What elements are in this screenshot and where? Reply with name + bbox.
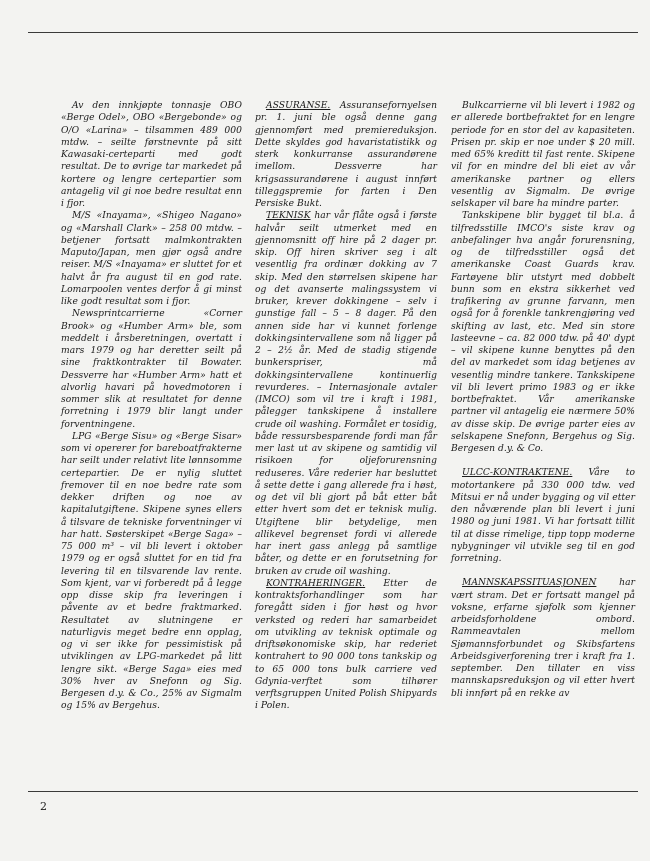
top-rule bbox=[28, 32, 638, 33]
column-2 bbox=[255, 100, 437, 713]
paragraph: M/S «Inayama», «Shigeo Nagano» og «Marshall Clark» – 258 00 mtdw. – betjener fortsatt malmkontrakten Maputo/Japan, men gjør også andre reiser. M/S «Inayama» er sluttet for et halvt år fra august til en god rate. Lomarpoolen ventes derfor å gi minst like godt resultat som i fjor. bbox=[61, 211, 242, 307]
section-text: har vært stram. Det er fortsatt mangel på voksne, erfarne sjøfolk som kjenner arbeidsforholdene ombord. Rammeavtalen mellom Sjømannsforbundet og Skibsfartens Arbeidsgiverforening trer i kraft fra 1. september. Den tillater en viss mannskapsreduksjon og vil etter hvert bli innført på en rekke av bbox=[451, 578, 635, 699]
section-text: Assuransefornyelsen pr. 1. juni ble også denne gang gjennomført med premiereduksjon. Dette skyldes god havaristatistikk og sterk konkurranse assurandørene imellom. Dessverre har krigsassurandørene i august innført tilleggspremie for farten i Den Persiske Bukt. bbox=[255, 101, 437, 209]
section-text: har vår flåte også i første halvår seilt utmerket med en gjennomsnitt off hire på 2 dager pr. skip. Off hiren skriver seg i alt vesentlig fra ordinær dokking av 7 skip. Med den størrelsen skipene har og det avanserte malingssystem vi bruker, krever dokkingene – selv i gunstige fall – 5 – 8 dager. På den annen side har vi kunnet forlenge dokkingsintervallene som nå ligger på 2 – 2½ år. Med de stadig stigende bunkerspriser, må dokkingsintervallene kontinuerlig revurderes. – Internasjonale avtaler (IMCO) som vil tre i kraft i 1981, pålegger tankskipene å installere crude oil washing. Formålet er tosidig, både ressursbesparende fordi man får mer last ut av skipene og samtidig vil risikoen for oljeforurensning reduseres. Våre rederier har besluttet å sette dette i gang allerede fra i høst, og det vil bli gjort på båt etter båt etter hvert som det er teknisk mulig. Utgiftene blir betydelige, men allikevel begrenset fordi vi allerede har inert gass anlegg på samtlige båter, og dette er en forutsetning for bruken av crude oil washing. bbox=[255, 211, 437, 577]
section-heading: ASSURANSE. bbox=[266, 101, 331, 111]
section-paragraph bbox=[451, 467, 635, 565]
column-3 bbox=[451, 100, 635, 700]
section-heading: ULCC-KONTRAKTENE. bbox=[462, 468, 573, 479]
section-paragraph bbox=[255, 100, 437, 210]
page-number: 2 bbox=[40, 800, 47, 813]
spacer bbox=[451, 565, 635, 577]
section-paragraph bbox=[255, 578, 437, 713]
section-paragraph bbox=[451, 577, 635, 700]
section-paragraph bbox=[255, 210, 437, 578]
paragraph: Av den innkjøpte tonnasje OBO «Berge Odel», OBO «Bergebonde» og O/O «Larina» – tilsammen 489 000 mtdw. – seilte førstnevnte på sitt Kawasaki-certeparti med godt resultat. De to øvrige tar markedet på kortere og lengre certepartier som antagelig vil gi noe bedre resultat enn i fjor. bbox=[61, 101, 242, 209]
column-1 bbox=[61, 100, 242, 713]
paragraph: Newsprintcarrierne «Corner Brook» og «Humber Arm» ble, som meddelt i årsberetningen, overtatt i mars 1979 og har deretter seilt på sine fraktkontrakter til Bowater. Dessverre har «Humber Arm» hatt et alvorlig havari på hovedmotoren i sommer slik at resultatet for denne forretning i 1979 blir langt under forventningene. bbox=[61, 309, 242, 430]
spacer bbox=[451, 455, 635, 467]
paragraph: Tankskipene blir bygget til bl.a. å tilfredsstille IMCO's siste krav og anbefalinger hva angår forurensning, og de tilfredsstiller også det amerikanske Coast Guards krav. Fartøyene blir utstyrt med dobbelt bunn som en ekstra sikkerhet ved trafikering av grunne farvann, men også for å forenkle tankrengjøring ved skifting av last, etc. Med sin store lasteevne – ca. 82 000 tdw. på 40' dypt – vil skipene kunne benyttes på den del av markedet som idag betjenes av vesentlig mindre tankere. Tankskipene vil bli levert primo 1983 og er ikke bortbefraktet. Vår amerikanske partner vil antagelig eie nærmere 50% av disse skip. De øvrige parter eies av selskapene Snefonn, Bergehus og Sig. Bergesen d.y. & Co. bbox=[451, 211, 635, 454]
section-heading: KONTRAHERINGER. bbox=[266, 578, 366, 589]
section-heading: MANNSKAPSSITUASJONEN bbox=[462, 578, 597, 589]
section-text: Våre to motortankere på 330 000 tdw. ved Mitsui er nå under bygging og vil etter den nåværende plan bli levert i juni 1980 og juni 1981. Vi har fortsatt tillit til at disse rimelige, tipp topp moderne nybygninger vil utvikle seg til en god forretning. bbox=[451, 468, 635, 564]
paragraph: LPG «Berge Sisu» og «Berge Sisar» som vi opererer for bareboatfrakterne har seilt under relativt lite lønnsomme certepartier. De er nylig sluttet fremover til en noe bedre rate som dekker driften og noe av kapitalutgiftene. Skipene synes ellers å tilsvare de tekniske forventninger vi har hatt. Søsterskipet «Berge Saga» – 75 000 m³ – vil bli levert i oktober 1979 og er også sluttet for en tid fra levering til en tilsvarende lav rente. Som kjent, var vi forberedt på å legge opp disse skip fra leveringen i påvente av et bedre fraktmarked. Resultatet av slutningene er naturligvis meget bedre enn opplag, og vi ser ikke for pessimistisk på utviklingen av LPG-markedet på litt lengre sikt. «Berge Saga» eies med 30% hver av Snefonn og Sig. Bergesen d.y. & Co., 25% av Sigmalm og 15% av Bergehus. bbox=[61, 431, 242, 712]
bottom-rule bbox=[28, 791, 638, 792]
section-heading: TEKNISK bbox=[266, 211, 311, 222]
paragraph: Bulkcarrierne vil bli levert i 1982 og er allerede bortbefraktet for en lengre periode for en stor del av kapasiteten. Prisen pr. skip er noe under $ 20 mill. med 65% kreditt til fast rente. Skipene vil for en mindre del bli eiet av vår amerikanske partner og ellers vesentlig av Sigmalm. De øvrige selskaper vil bare ha mindre parter. bbox=[451, 101, 635, 209]
section-text: Etter de kontraktsforhandlinger som har foregått siden i fjor høst og hvor verksted og rederi har samarbeidet om utvikling av teknisk optimale og driftsøkonomiske skip, har rederiet kontrahert to 90 000 tons tankskip og to 65 000 tons bulk carriere ved Gdynia-verftet som tilhører verftsgruppen United Polish Shipyards i Polen. bbox=[255, 578, 437, 712]
